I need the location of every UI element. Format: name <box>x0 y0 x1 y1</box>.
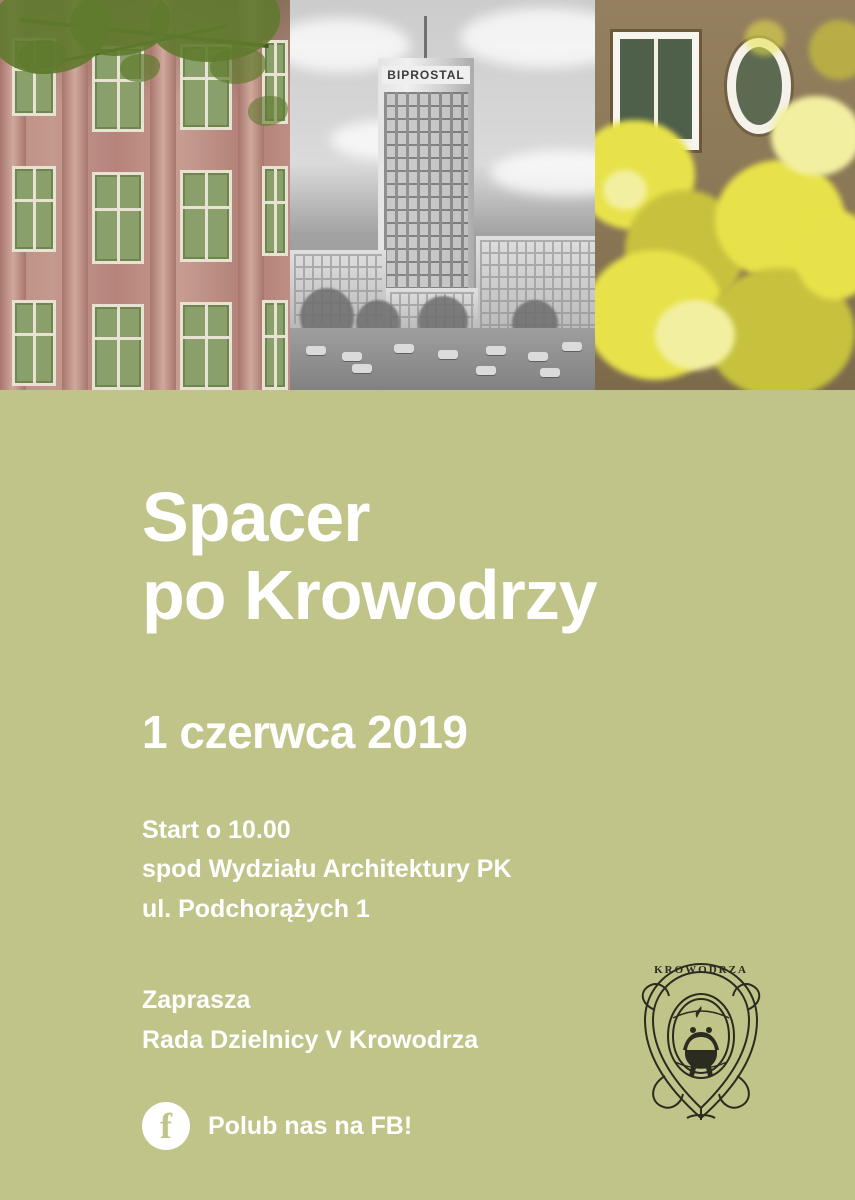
tenement-facade-photo <box>0 0 290 390</box>
organizer-name: Rada Dzielnicy V Krowodrza <box>142 1025 479 1054</box>
title-line-1: Spacer <box>142 478 370 556</box>
facebook-icon[interactable] <box>142 1102 190 1150</box>
detail-start-time: Start o 10.00 <box>142 815 291 844</box>
event-details <box>142 811 855 930</box>
facebook-label[interactable]: Polub nas na FB! <box>208 1111 413 1140</box>
event-date: 1 czerwca 2019 <box>142 705 468 758</box>
forsythia-window-photo <box>595 0 855 390</box>
krowodrza-crest <box>631 958 771 1128</box>
biprostal-tower-photo <box>290 0 595 390</box>
title-line-2: po Krowodrzy <box>142 556 597 635</box>
biprostal-sign: BIPROSTAL <box>382 66 470 84</box>
detail-address: ul. Podchorążych 1 <box>142 894 370 923</box>
detail-meeting-point: spod Wydziału Architektury PK <box>142 855 512 884</box>
organizer-intro: Zaprasza <box>142 986 251 1015</box>
crest-label: KROWODRZA <box>654 964 748 976</box>
poster-body <box>0 390 855 1200</box>
page-title <box>142 478 855 635</box>
photo-strip <box>0 0 855 390</box>
